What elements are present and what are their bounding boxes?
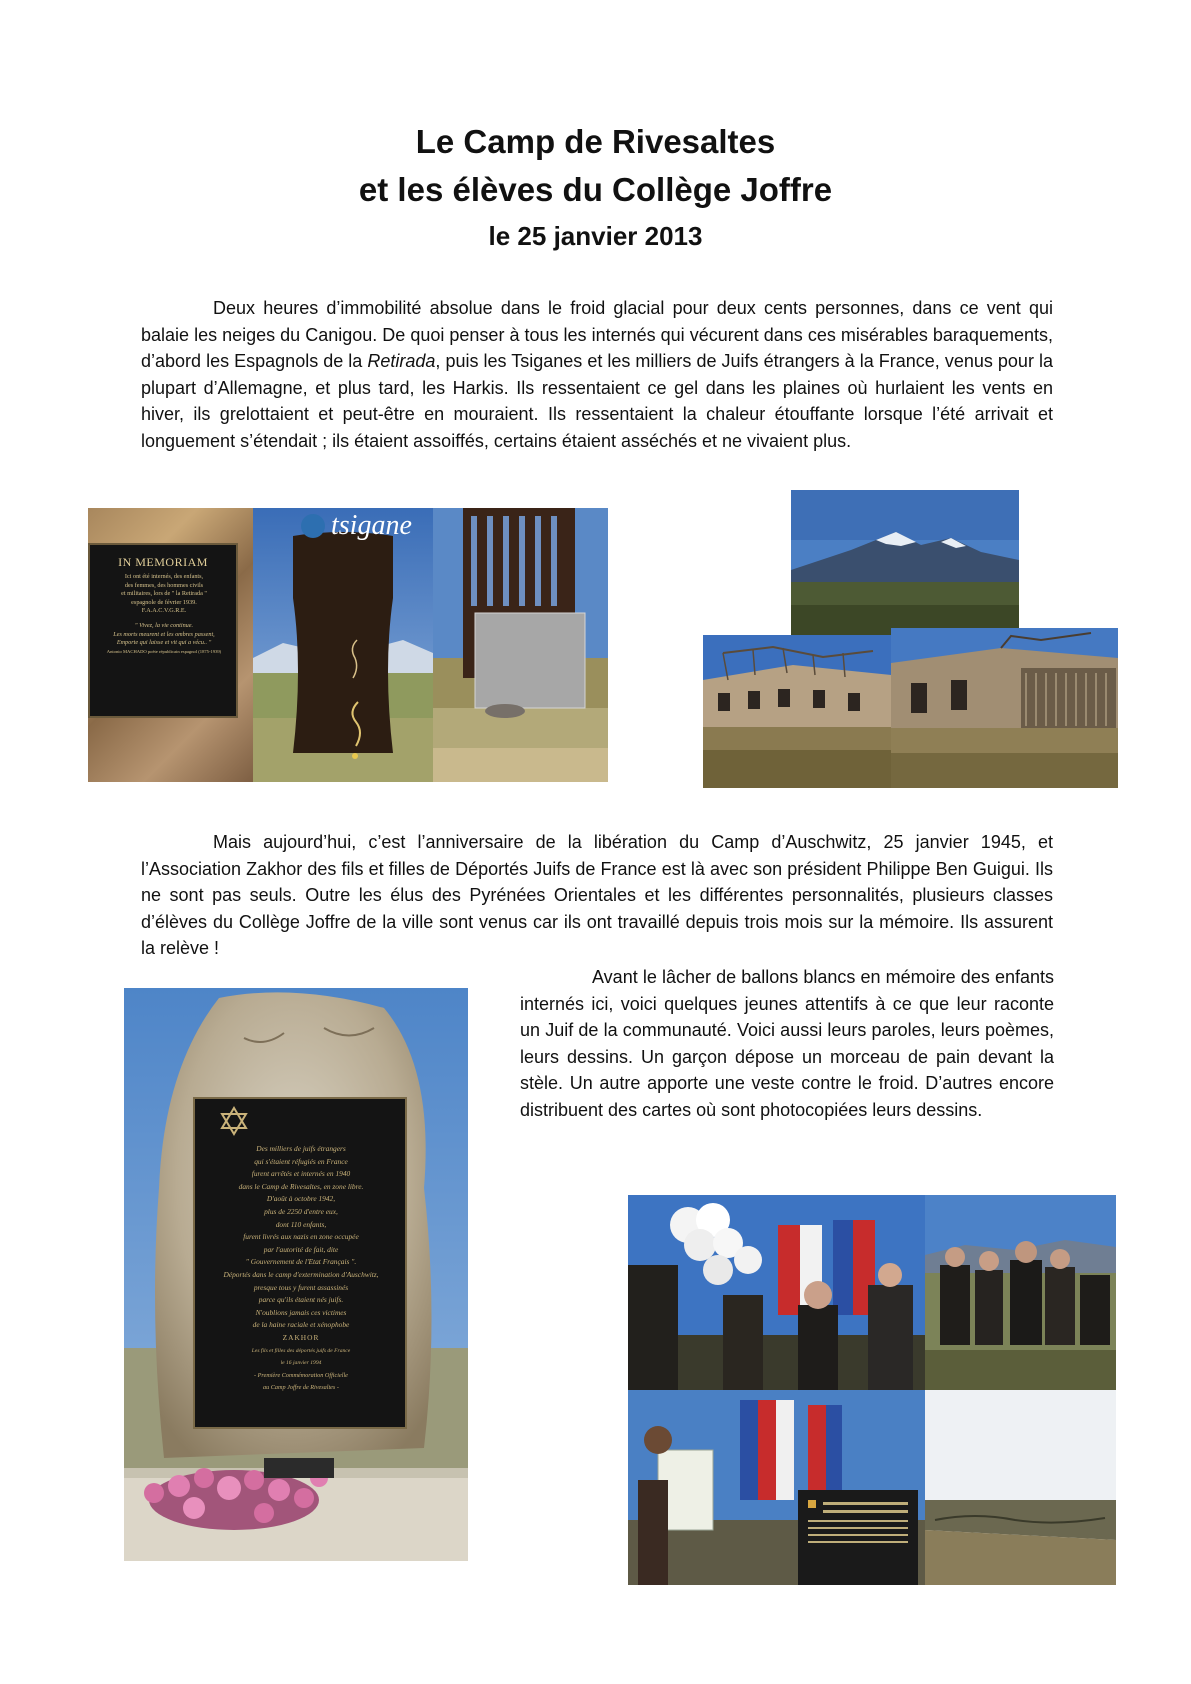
stele-line: au Camp Joffre de Rivesaltes - (263, 1384, 339, 1392)
paragraph-auschwitz (141, 829, 1053, 962)
paragraph-auschwitz-text: Mais aujourd’hui, c’est l’anniversaire de la libération du Camp d’Auschwitz, 25 janvier 1945, et l’Association Zakhor des fils et filles de Déportés Juifs de France est là avec son président Philippe Ben Guigui. Ils ne sont pas seuls. Outre les élus des Pyrénées Orientales et les différentes personnalités, plusieurs classes d’élèves du Collège Joffre de la ville sont venus car ils ont travaillé depuis trois mois sur la mémoire. Ils assurent la relève ! (141, 832, 1053, 958)
plaque-line: et militaires, lors de " la Retirada " (121, 590, 207, 598)
stele-line: presque tous y furent assassinés (253, 1282, 349, 1292)
photo-collage-memorials (88, 508, 608, 782)
photo-collage-ceremony (628, 1195, 1116, 1585)
photo-ceremony-balloons (628, 1195, 925, 1390)
plaque-heading: IN MEMORIAM (118, 555, 208, 569)
plaque-line: espagnole de février 1939. (131, 598, 197, 606)
photo-ceremony-crowd (925, 1195, 1116, 1390)
stele-line: Les fils et filles des déportés juifs de France (251, 1347, 351, 1354)
photo-ceremony-trench (925, 1390, 1116, 1585)
paragraph-intro-part2: , puis les Tsiganes et les milliers de Juifs étrangers à la France, venus pour la plupart d’Allemagne, et plus tard, les Harkis. Ils ressentaient ce gel dans les plaines où hurlaient les vents en hiver, ils grelottaient et peut-être en mouraient. Ils ressentaient la chaleur étouffante lorsque l’été arrivait et longuement s’étendait ; ils étaient assoiffés, certains étaient asséchés et ne vivaient plus. (141, 351, 1053, 451)
stele-line: ZAKHOR (282, 1332, 320, 1342)
plaque-line: Antonio MACHADO poète républicain espagnol (1875-1939) (106, 648, 222, 654)
plaque-line: Ici ont été internés, des enfants, (124, 573, 204, 580)
retirada-italic: Retirada (367, 351, 436, 371)
stele-line: plus de 2250 d'entre eux, (264, 1206, 338, 1216)
stele-line: - Première Commémoration Officielle (254, 1371, 348, 1379)
photo-collage-landscape (703, 490, 1118, 788)
photo-gate-monument (433, 508, 608, 782)
plaque-line: Emporte qui laisse et vit qui a vécu.. " (116, 639, 212, 647)
tsigane-word: tsigane (331, 510, 412, 541)
stele-line: Des milliers de juifs étrangers (256, 1144, 346, 1153)
paragraph-ceremony-text: Avant le lâcher de ballons blancs en mémoire des enfants internés ici, voici quelques jeunes attentifs à ce que leur raconte un Juif de la communauté. Voici aussi leurs paroles, leurs poèmes, leurs dessins. Un garçon dépose un morceau de pain devant la stèle. Un autre apporte une veste contre le froid. D’autres encore distribuent des cartes où sont photocopiées leurs dessins. (520, 967, 1054, 1120)
page-title (0, 118, 1191, 256)
stele-line: dans le Camp de Rivesaltes, en zone libre. (238, 1181, 364, 1191)
photo-tsigane-sign (253, 508, 433, 782)
plaque-text-lines (94, 573, 234, 656)
stele-line: " Gouvernement de l'Etat Français ". (245, 1257, 357, 1267)
paragraph-intro (141, 295, 1053, 454)
paragraph-intro-part1: Deux heures d’immobilité absolue dans le froid glacial pour deux cents personnes, dans ce vent qui balaie les neiges du Canigou. De quoi penser à tous les internés qui vécurent dans ces misérables baraquements, d’abord les Espagnols de la (141, 298, 1053, 371)
stele-line: furent arrêtés et internés en 1940 (251, 1169, 351, 1179)
photo-canigou-mountains (791, 490, 1019, 635)
stele-line: le 16 janvier 1994 (280, 1360, 322, 1367)
photo-barracks-left (703, 635, 891, 788)
photo-ceremony-children (628, 1390, 925, 1585)
stele-line: parce qu'ils étaient nés juifs. (258, 1295, 344, 1305)
stele-line: de la haine raciale et xénophobe (252, 1320, 350, 1330)
paragraph-ceremony (520, 964, 1054, 1123)
photo-in-memoriam-plaque (88, 508, 253, 782)
stele-line: furent livrés aux nazis en zone occupée (243, 1232, 359, 1242)
stele-line: D'août à octobre 1942, (266, 1194, 336, 1204)
stele-line: qui s'étaient réfugiés en France (254, 1156, 348, 1166)
title-line-1: Le Camp de Rivesaltes (415, 123, 776, 160)
plaque-line: F.A.A.C.V.G.R.E. (141, 607, 187, 615)
stele-plaque-text (206, 1143, 396, 1395)
photo-zakhor-stele (124, 988, 468, 1561)
plaque-line: " Vivez, la vie continue. (134, 621, 194, 629)
stele-line: Déportés dans le camp d'extermination d'Auschwitz, (223, 1269, 379, 1279)
stele-line: dont 110 enfants, (275, 1219, 327, 1229)
plaque-line: des femmes, des hommes civils (124, 581, 204, 589)
stele-line: N'oublions jamais ces victimes (255, 1307, 347, 1317)
title-line-2: et les élèves du Collège Joffre (358, 171, 833, 208)
photo-barracks-right (891, 628, 1118, 788)
plaque-line: Les morts meurent et les ombres passent, (113, 630, 215, 638)
title-date: le 25 janvier 2013 (488, 221, 703, 251)
stele-line: par l'autorité de fait, dite (263, 1244, 339, 1254)
